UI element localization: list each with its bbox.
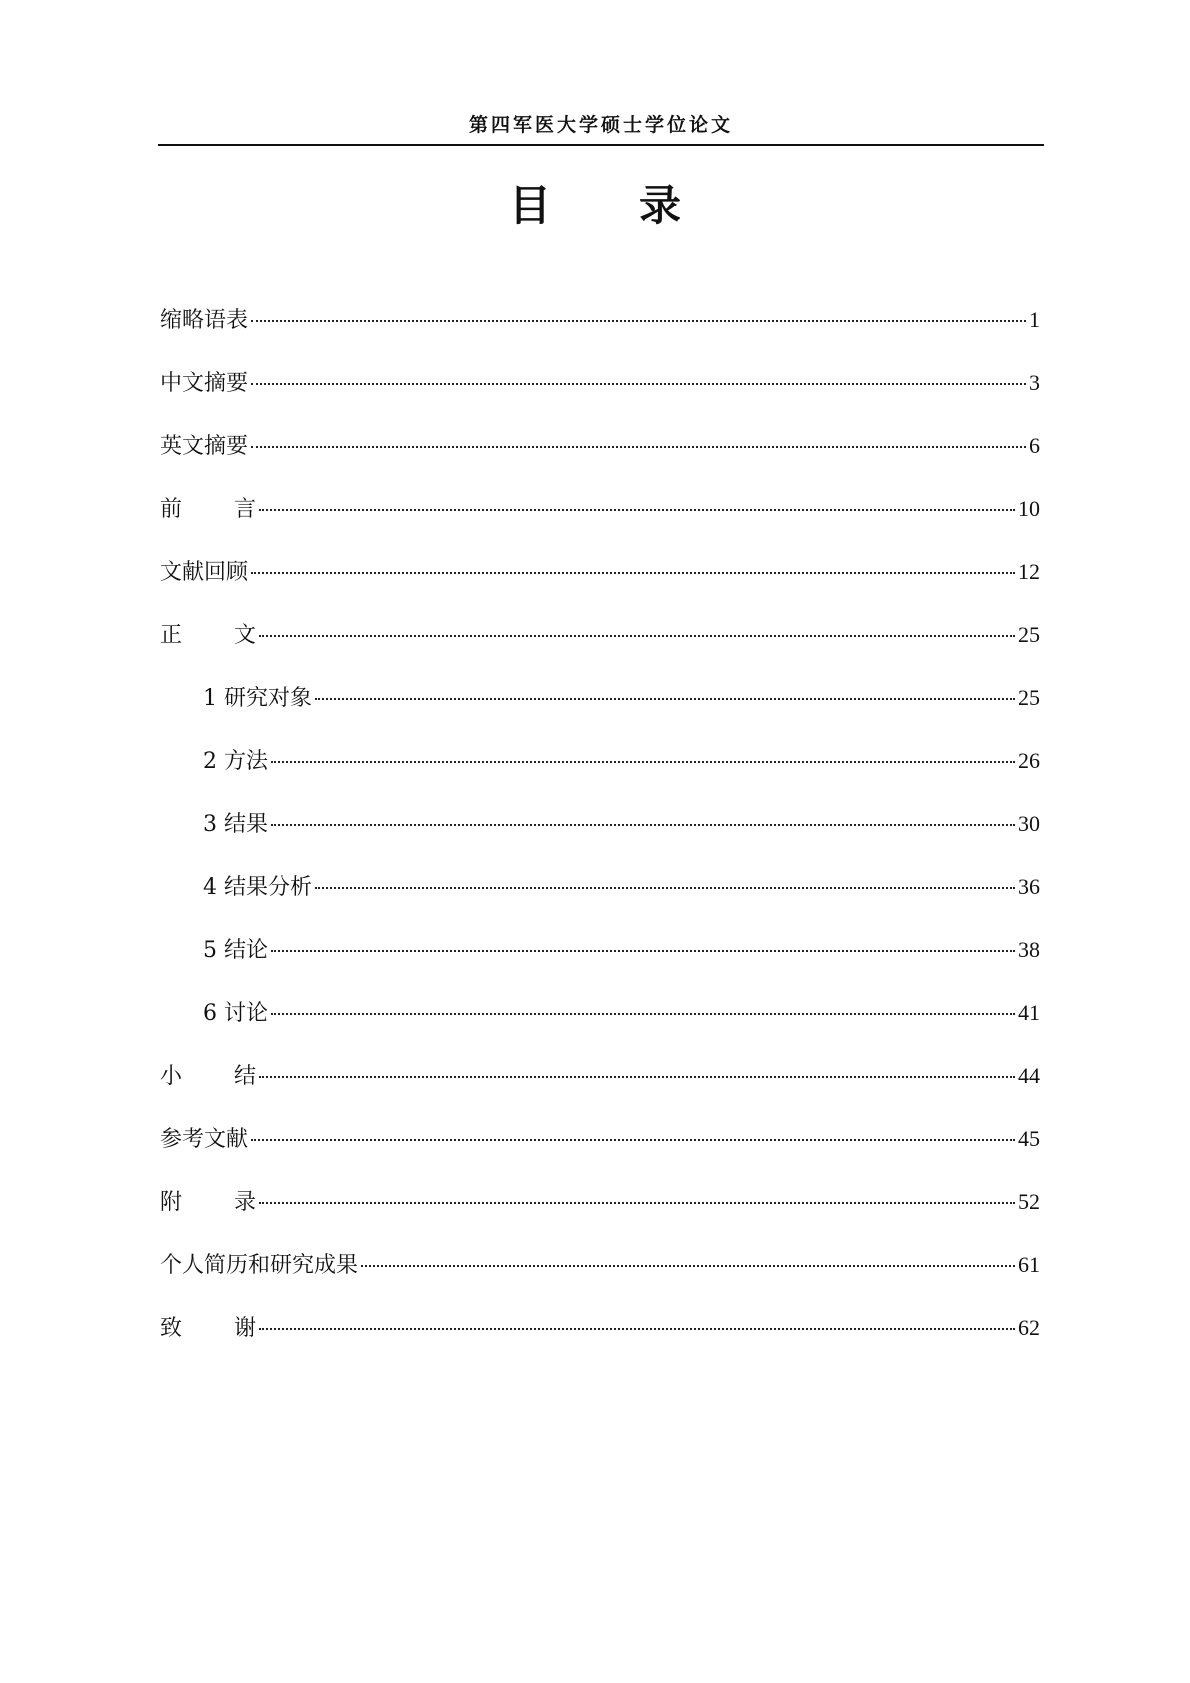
- toc-entry-label: 4 结果分析: [203, 875, 312, 900]
- toc-entry[interactable]: [160, 1313, 1040, 1376]
- toc-entry-label: 附 录: [160, 1190, 256, 1215]
- toc-entry-page: 12: [1018, 559, 1040, 584]
- toc-title-char-2: 录: [639, 181, 682, 230]
- dot-leader: [361, 1265, 1015, 1267]
- dot-leader: [251, 320, 1026, 322]
- toc-entry-label: 3 结果: [203, 812, 268, 837]
- dot-leader: [271, 950, 1015, 952]
- dot-leader: [251, 446, 1026, 448]
- table-of-contents: [160, 305, 1040, 1376]
- dot-leader: [259, 635, 1015, 637]
- toc-entry-page: 45: [1018, 1126, 1040, 1151]
- toc-entry-label: 英文摘要: [160, 434, 249, 459]
- toc-entry-label: 致 谢: [160, 1316, 256, 1341]
- toc-entry-page: 3: [1029, 370, 1040, 395]
- toc-entry-page: 25: [1018, 685, 1040, 710]
- toc-entry[interactable]: [160, 557, 1040, 620]
- toc-subentry[interactable]: [160, 746, 1040, 809]
- toc-entry-label: 2 方法: [203, 749, 268, 774]
- toc-entry-page: 26: [1018, 748, 1040, 773]
- toc-entry-page: 30: [1018, 811, 1040, 836]
- dot-leader: [315, 698, 1015, 700]
- header-rule: [158, 144, 1044, 146]
- toc-entry-page: 36: [1018, 874, 1040, 899]
- toc-subentry[interactable]: [160, 683, 1040, 746]
- dot-leader: [259, 1076, 1015, 1078]
- dot-leader: [271, 761, 1015, 763]
- toc-entry-page: 10: [1018, 496, 1040, 521]
- dot-leader: [315, 887, 1015, 889]
- toc-subentry[interactable]: [160, 872, 1040, 935]
- toc-entry[interactable]: [160, 1250, 1040, 1313]
- toc-entry-label: 1 研究对象: [203, 686, 312, 711]
- toc-entry[interactable]: [160, 1124, 1040, 1187]
- toc-subentry[interactable]: [160, 998, 1040, 1061]
- toc-entry-page: 44: [1018, 1063, 1040, 1088]
- toc-entry[interactable]: [160, 1061, 1040, 1124]
- toc-entry-label: 5 结论: [203, 938, 268, 963]
- dot-leader: [271, 824, 1015, 826]
- toc-entry-page: 25: [1018, 622, 1040, 647]
- toc-entry-label: 文献回顾: [160, 560, 249, 585]
- dot-leader: [271, 1013, 1015, 1015]
- toc-entry-label: 6 讨论: [203, 1001, 268, 1026]
- toc-entry-label: 中文摘要: [160, 371, 249, 396]
- toc-entry-label: 小 结: [160, 1064, 256, 1089]
- toc-entry-page: 52: [1018, 1189, 1040, 1214]
- running-header: 第四军医大学硕士学位论文: [468, 114, 733, 136]
- toc-entry-page: 6: [1029, 433, 1040, 458]
- dot-leader: [251, 383, 1026, 385]
- toc-entry[interactable]: [160, 1187, 1040, 1250]
- toc-title: [0, 178, 1190, 234]
- toc-entry-label: 缩略语表: [160, 308, 249, 333]
- dot-leader: [259, 1202, 1015, 1204]
- toc-entry-page: 41: [1018, 1000, 1040, 1025]
- toc-subentry[interactable]: [160, 935, 1040, 998]
- toc-entry[interactable]: [160, 494, 1040, 557]
- dot-leader: [259, 1328, 1015, 1330]
- toc-entry[interactable]: [160, 620, 1040, 683]
- toc-entry[interactable]: [160, 431, 1040, 494]
- toc-entry-page: 1: [1029, 307, 1040, 332]
- toc-entry[interactable]: [160, 305, 1040, 368]
- dot-leader: [251, 572, 1015, 574]
- toc-entry-page: 61: [1018, 1252, 1040, 1277]
- toc-subentry[interactable]: [160, 809, 1040, 872]
- toc-entry[interactable]: [160, 368, 1040, 431]
- toc-entry-label: 正 文: [160, 623, 256, 648]
- toc-entry-label: 个人简历和研究成果: [160, 1253, 359, 1278]
- dot-leader: [251, 1139, 1015, 1141]
- toc-entry-label: 参考文献: [160, 1127, 249, 1152]
- dot-leader: [259, 509, 1015, 511]
- toc-entry-page: 38: [1018, 937, 1040, 962]
- toc-entry-label: 前 言: [160, 497, 256, 522]
- toc-entry-page: 62: [1018, 1315, 1040, 1340]
- toc-title-char-1: 目: [508, 181, 551, 230]
